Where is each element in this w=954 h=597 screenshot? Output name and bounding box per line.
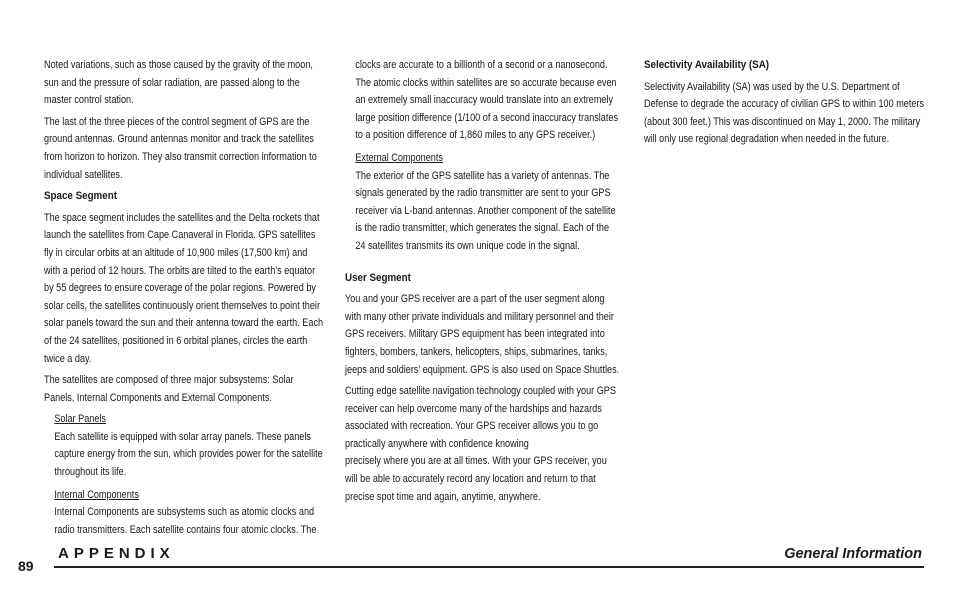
paragraph-cutting-edge: Cutting edge satellite navigation technology coupled with your GPS receiver can help overcome many of the hardships and hazards associated with recreation. Your GPS receiver allows you to go practically anywhere with confidence knowing xyxy=(345,385,616,450)
heading-user-segment: User Segment xyxy=(345,271,411,284)
paragraph-user-segment: You and your GPS receiver are a part of the user segment along with many other private individuals and military personnel and their GPS receivers. Military GPS equipment has been integrated into fighters, bombers, tankers, helicopters, ships, submarines, tanks, jeeps and soldiers’ equipment. GPS is also used on Space Shuttles. xyxy=(345,293,620,376)
paragraph-solar-panels: Each satellite is equipped with solar array panels. These panels capture energy from the sun, which provides power for the satellite throughout its life. xyxy=(54,430,323,479)
paragraph-variations: Noted variations, such as those caused by the gravity of the moon, sun and the pressure of solar radiation, are passed along to the master control station. xyxy=(44,59,313,107)
paragraph-subsystems: The satellites are composed of three major subsystems: Solar Panels, Internal Components and External Components. xyxy=(44,374,294,404)
subsection-solar-panels xyxy=(54,411,323,481)
column-middle xyxy=(345,57,620,510)
paragraph-clocks: clocks are accurate to a billionth of a second or a nanosecond. The atomic clocks within satellites are so accurate because even an extremely small inaccuracy would translate into an extremely large position difference (1/100 of a second inaccuracy translates to a position difference of 1,860 miles to any GPS receiver.) xyxy=(355,59,619,142)
paragraph-space-segment: The space segment includes the satellites and the Delta rockets that launch the satellites from Cape Canaveral in Florida. GPS satellites fly in circular orbits at an altitude of 10,900 miles (17,500 km) and with a period of 12 hours. The orbits are tilted to the earth’s equator by 55 degrees to ensure coverage of the polar regions. Powered by solar cells, the satellites continuously orient themselves to point their solar panels toward the sun and their antenna toward the earth. Each of the 24 satellites, positioned in 6 orbital planes, circles the earth twice a day. xyxy=(44,211,324,365)
paragraph-precisely: precisely where you are at all times. With your GPS receiver, you will be able to accurately record any location and return to that precise spot time and again, anytime, anywhere. xyxy=(345,455,607,503)
subheading-external-components: External Components xyxy=(355,151,443,164)
subheading-solar-panels: Solar Panels xyxy=(54,413,106,426)
page-number: 89 xyxy=(18,558,34,574)
footer-divider xyxy=(54,566,924,568)
subheading-internal-components: Internal Components xyxy=(54,488,139,501)
column-right xyxy=(644,57,926,153)
footer-chapter-title: General Information xyxy=(784,546,922,562)
paragraph-selectivity-availability: Selectivity Availability (SA) was used by the U.S. Department of Defense to degrade the accuracy of civilian GPS to within 100 meters (about 300 feet.) This was discontinued on May 1, 2000. The military will only use regional degradation when needed in the future. xyxy=(644,80,925,146)
heading-space-segment: Space Segment xyxy=(44,190,117,203)
subsection-clocks-continued xyxy=(355,57,620,256)
footer-section-label: APPENDIX xyxy=(58,545,175,562)
subsection-internal-components xyxy=(54,487,323,540)
column-left xyxy=(44,57,324,544)
heading-selectivity-availability: Selectivity Availability (SA) xyxy=(644,59,770,71)
paragraph-internal-components: Internal Components are subsystems such as atomic clocks and radio transmitters. Each satellite contains four atomic clocks. The xyxy=(54,506,317,536)
paragraph-external-components: The exterior of the GPS satellite has a variety of antennas. The signals generated by the radio transmitter are sent to your GPS receiver via L-band antennas. Another component of the satellite is the radio transmitter, which generates the signal. Each of the 24 satellites transmits its own unique code in the signal. xyxy=(355,169,616,252)
paragraph-ground-antennas: The last of the three pieces of the control segment of GPS are the ground antennas. Ground antennas monitor and track the satellites from horizon to horizon. They also transmit correction information to individual satellites. xyxy=(44,115,317,181)
